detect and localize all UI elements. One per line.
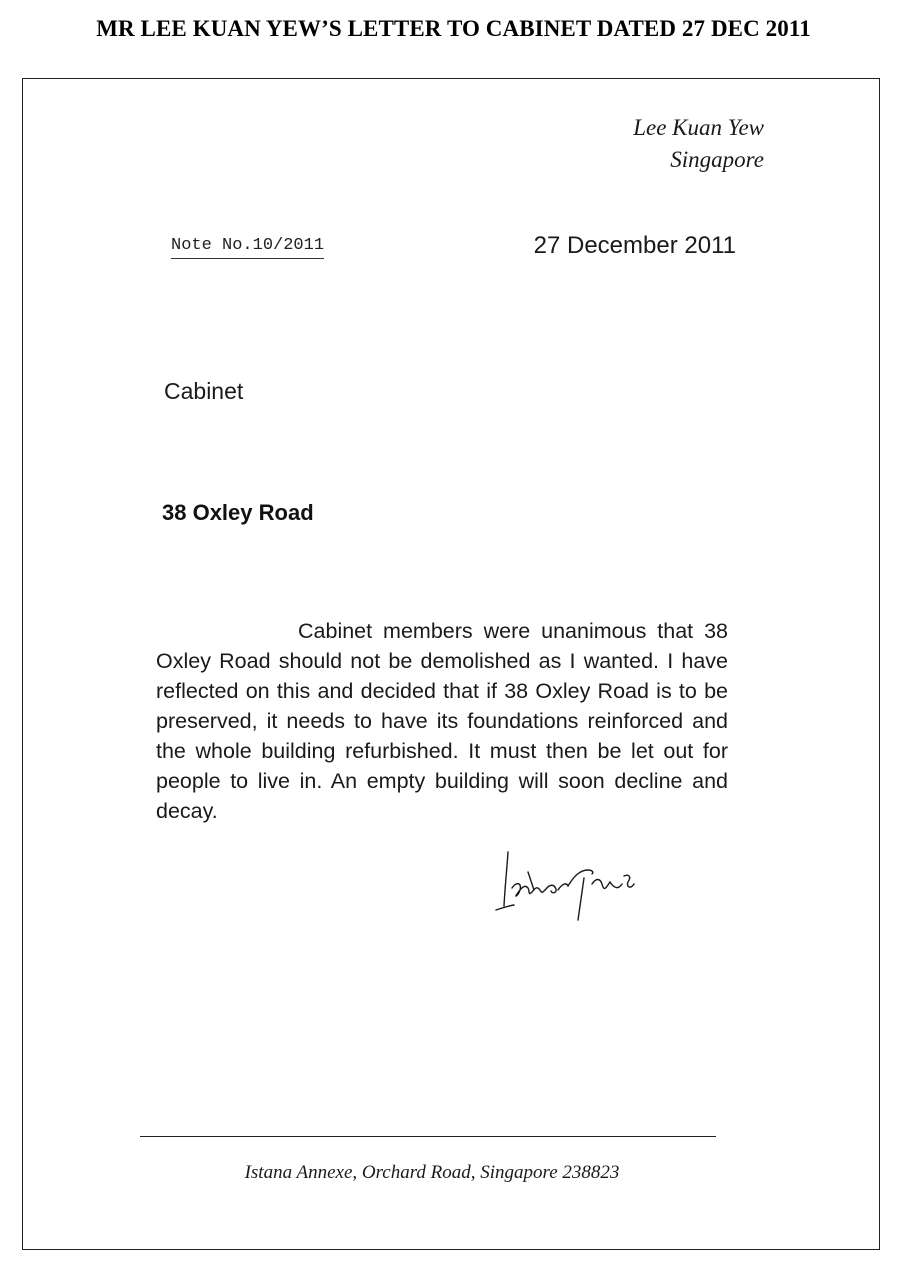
subject-line: 38 Oxley Road	[162, 500, 314, 525]
recipient: Cabinet	[164, 378, 244, 404]
handwritten-signature	[488, 848, 668, 928]
footer-address: Istana Annexe, Orchard Road, Singapore 238823	[244, 1162, 620, 1183]
letter-date: 27 December 2011	[533, 232, 736, 259]
sender-name: Lee Kuan Yew	[633, 115, 764, 140]
sender-place: Singapore	[670, 147, 764, 172]
page-title: MR LEE KUAN YEW’S LETTER TO CABINET DATED 27 DEC 2011	[96, 16, 811, 41]
letter-body: Cabinet members were unanimous that 38 Oxley Road should not be demolished as I wanted. I have reflected on this and decided that if 38 Oxley Road is to be preserved, it needs to have its foundations reinforced and the whole building refurbished. It must then be let out for people to live in. An empty building will soon decline and decay.	[156, 619, 728, 823]
note-number: Note No.10/2011	[171, 236, 324, 259]
footer-rule	[140, 1136, 716, 1137]
sender-block	[633, 112, 764, 176]
